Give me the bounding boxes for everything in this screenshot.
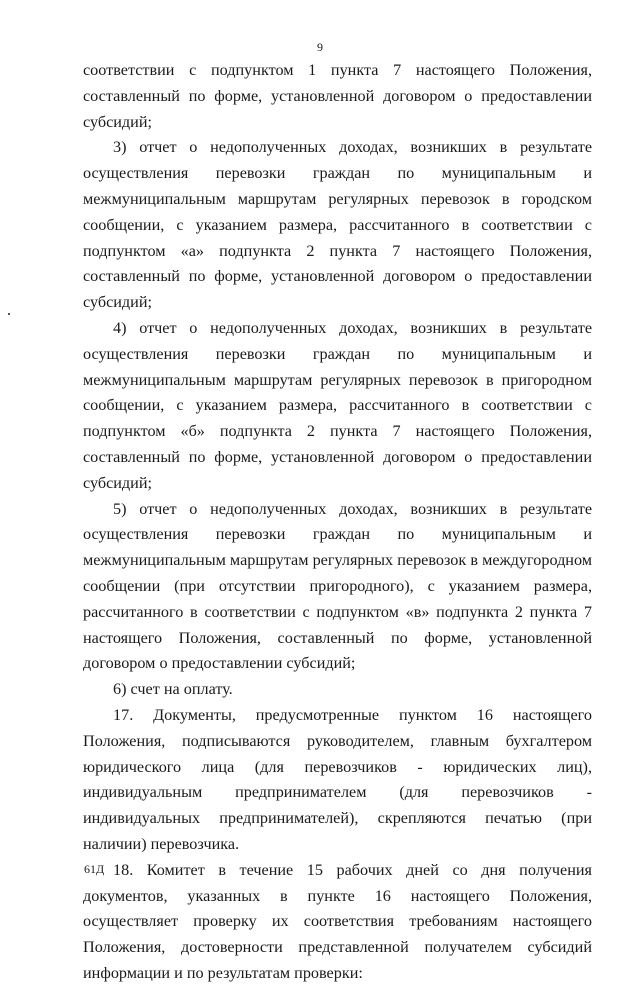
text-line: межмуниципальным маршрутам регулярных перевозок в пригородном <box>83 370 592 389</box>
text-line: индивидуальным предпринимателем (для перевозчиков - <box>83 783 592 802</box>
text-line: осуществления перевозки граждан по муниципальным и <box>83 164 592 183</box>
footer-document-code: 61Д <box>84 862 105 876</box>
text-line: субсидий; <box>83 112 152 131</box>
paragraph-continuation <box>83 58 592 135</box>
text-line: осуществления перевозки граждан по муниципальным и <box>83 525 592 544</box>
text-line: сообщении, с указанием размера, рассчитанного в соответствии с <box>83 215 592 234</box>
document-body <box>83 58 592 987</box>
page-number: 9 <box>317 40 323 54</box>
text-line: межмуниципальным маршрутам регулярных перевозок в городском <box>83 189 592 208</box>
text-line: Положения, достоверности представленной получателем субсидий <box>83 938 592 957</box>
paragraph-section-18 <box>83 858 592 987</box>
text-line: информации и по результатам проверки: <box>83 963 363 982</box>
text-line: наличии) перевозчика. <box>83 834 240 853</box>
text-line: осуществления перевозки граждан по муниципальным и <box>83 344 592 363</box>
text-line: индивидуальных предпринимателей), скрепляются печатью (при <box>83 809 592 828</box>
paragraph-item-5 <box>83 497 592 678</box>
text-line: 5) отчет о недополученных доходах, возникших в результате <box>113 499 592 518</box>
text-line: юридического лица (для перевозчиков - юридических лиц), <box>83 757 592 776</box>
text-line: составленный по форме, установленной договором о предоставлении <box>83 86 592 105</box>
text-line: Положения, подписываются руководителем, главным бухгалтером <box>83 731 592 750</box>
text-line: договором о предоставлении субсидий; <box>83 654 356 673</box>
text-line: соответствии с подпунктом 1 пункта 7 настоящего Положения, <box>83 61 592 79</box>
text-line: документов, указанных в пункте 16 настоящего Положения, <box>83 886 592 905</box>
text-line: подпунктом «б» подпункта 2 пункта 7 настоящего Положения, <box>83 422 592 441</box>
text-line: 18. Комитет в течение 15 рабочих дней со дня получения <box>113 860 592 879</box>
text-line: составленный по форме, установленной договором о предоставлении <box>83 267 592 286</box>
text-line: межмуниципальным маршрутам регулярных перевозок в междугородном <box>83 551 592 570</box>
text-line: осуществляет проверку их соответствия требованиям настоящего <box>83 912 592 931</box>
paragraph-item-6 <box>83 677 592 703</box>
text-line: 4) отчет о недополученных доходах, возникших в результате <box>113 318 592 337</box>
text-line: субсидий; <box>83 293 152 312</box>
paragraph-section-17 <box>83 703 592 858</box>
text-line: субсидий; <box>83 473 152 492</box>
text-line: 3) отчет о недополученных доходах, возникших в результате <box>113 138 592 157</box>
paragraph-item-4 <box>83 316 592 497</box>
paragraph-item-3 <box>83 135 592 316</box>
text-line: сообщении, с указанием размера, рассчитанного в соответствии с <box>83 396 592 415</box>
text-line: настоящего Положения, составленный по форме, установленной <box>83 628 592 647</box>
text-line: составленный по форме, установленной договором о предоставлении <box>83 447 592 466</box>
text-line: 6) счет на оплату. <box>113 680 233 699</box>
scan-mark <box>8 313 10 315</box>
text-line: подпунктом «а» подпункта 2 пункта 7 настоящего Положения, <box>83 241 592 260</box>
text-line: 17. Документы, предусмотренные пунктом 16 настоящего <box>113 705 592 724</box>
text-line: рассчитанного в соответствии с подпунктом «в» подпункта 2 пункта 7 <box>83 602 592 621</box>
text-line: сообщении (при отсутствии пригородного), с указанием размера, <box>83 576 592 595</box>
